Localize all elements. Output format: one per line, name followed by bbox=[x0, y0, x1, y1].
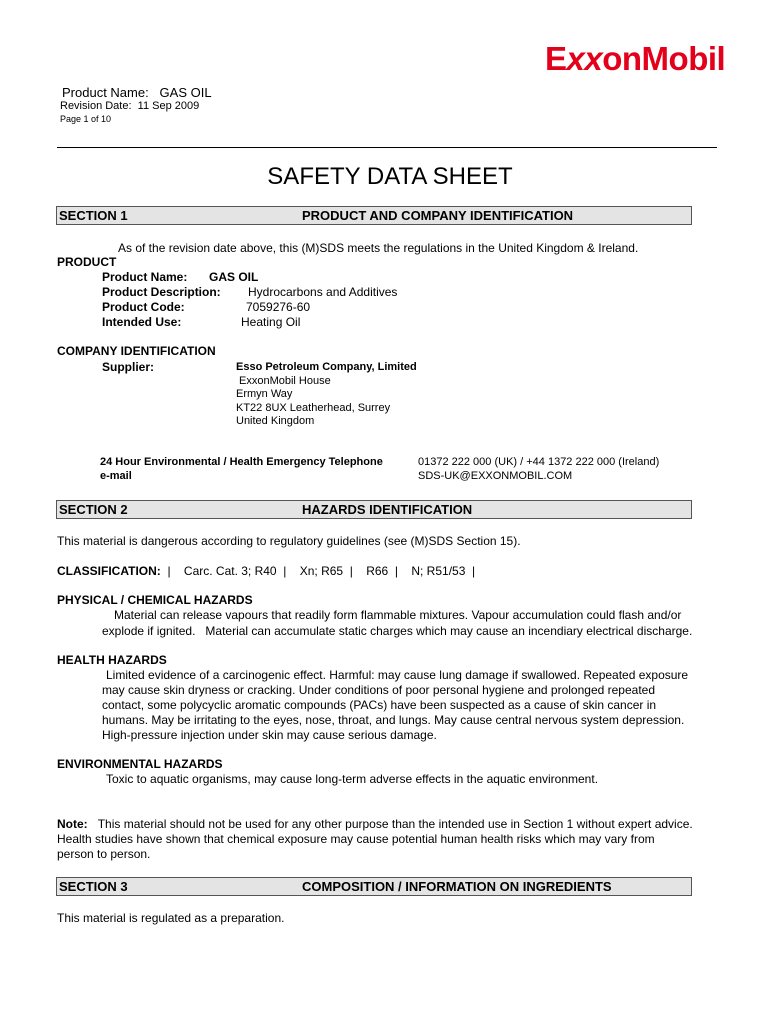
section-3-bar bbox=[56, 877, 692, 896]
address-line: Ermyn Way bbox=[236, 388, 293, 400]
section-1-intro: As of the revision date above, this (M)SDS meets the regulations in the United Kingdom & Ireland. bbox=[118, 241, 639, 255]
section-number: SECTION 3 bbox=[59, 879, 128, 894]
page-number: Page 1 of 10 bbox=[60, 114, 112, 124]
product-code-label: Product Code: bbox=[102, 300, 185, 314]
page-title: SAFETY DATA SHEET bbox=[267, 163, 513, 190]
address-line: KT22 8UX Leatherhead, Surrey bbox=[236, 402, 391, 414]
header-product-name: Product Name: GAS OIL bbox=[62, 85, 212, 100]
classification-line bbox=[57, 564, 475, 578]
intended-use-value: Heating Oil bbox=[241, 315, 301, 329]
physical-hazards-line: Material can release vapours that readily form flammable mixtures. Vapour accumulation could flash and/or bbox=[114, 608, 682, 622]
section-number: SECTION 2 bbox=[59, 502, 128, 517]
section-2-bar bbox=[56, 500, 692, 519]
header-revision-date: Revision Date: 11 Sep 2009 bbox=[60, 100, 200, 112]
section-heading: COMPOSITION / INFORMATION ON INGREDIENTS bbox=[302, 879, 612, 894]
product-description-label: Product Description: bbox=[102, 285, 221, 299]
note-text bbox=[57, 817, 693, 862]
health-hazards-line: contact, some polycyclic aromatic compounds (PACs) have been suspected as a cause of skin cancer in bbox=[102, 698, 657, 712]
health-hazards-text bbox=[102, 668, 688, 743]
product-heading: PRODUCT bbox=[57, 255, 117, 269]
section-2-intro: This material is dangerous according to regulatory guidelines (see (M)SDS Section 15). bbox=[57, 534, 521, 548]
note-line: This material should not be used for any other purpose than the intended use in Section 1 without expert advice. bbox=[97, 817, 693, 831]
section-number: SECTION 1 bbox=[59, 208, 128, 223]
note-line: Health studies have shown that chemical exposure may cause potential human health risks which may vary from bbox=[57, 832, 655, 846]
emergency-phone-value: 01372 222 000 (UK) / +44 1372 222 000 (Ireland) bbox=[418, 456, 660, 468]
physical-hazards-line: explode if ignited. Material can accumulate static charges which may cause an incendiary electrical discharge. bbox=[102, 624, 693, 638]
email-link[interactable]: SDS-UK@EXXONMOBIL.COM bbox=[418, 470, 573, 482]
health-hazards-line: Limited evidence of a carcinogenic effect. Harmful: may cause lung damage if swallowed. Repeated exposure bbox=[106, 668, 689, 682]
product-description-value: Hydrocarbons and Additives bbox=[248, 285, 398, 299]
health-hazards-line: High-pressure injection under skin may cause serious damage. bbox=[102, 728, 437, 742]
address-line: United Kingdom bbox=[236, 415, 315, 427]
environmental-hazards-line: Toxic to aquatic organisms, may cause long-term adverse effects in the aquatic environment. bbox=[106, 772, 599, 786]
section-heading: HAZARDS IDENTIFICATION bbox=[302, 502, 473, 517]
health-hazards-line: humans. May be irritating to the eyes, nose, throat, and lungs. May cause central nervous system depression. bbox=[102, 713, 685, 727]
classification-value: | Carc. Cat. 3; R40 | Xn; R65 | R66 | N; R51/53 | bbox=[160, 564, 476, 578]
note-label: Note: bbox=[57, 817, 88, 831]
product-name-label: Product Name: bbox=[102, 270, 188, 284]
section-heading: PRODUCT AND COMPANY IDENTIFICATION bbox=[302, 208, 574, 223]
supplier-name: Esso Petroleum Company, Limited bbox=[236, 361, 417, 373]
physical-hazards-heading: PHYSICAL / CHEMICAL HAZARDS bbox=[57, 593, 253, 607]
health-hazards-heading: HEALTH HAZARDS bbox=[57, 653, 167, 667]
emergency-phone-label: 24 Hour Environmental / Health Emergency Telephone bbox=[100, 456, 383, 468]
intended-use-label: Intended Use: bbox=[102, 315, 182, 329]
product-name-value: GAS OIL bbox=[209, 270, 259, 284]
section-3-intro: This material is regulated as a preparation. bbox=[57, 911, 285, 925]
address-line: ExxonMobil House bbox=[239, 375, 331, 387]
note-line: person to person. bbox=[57, 847, 151, 861]
product-code-value: 7059276-60 bbox=[246, 300, 311, 314]
exxonmobil-logo: ExxonMobil bbox=[545, 40, 726, 77]
environmental-hazards-heading: ENVIRONMENTAL HAZARDS bbox=[57, 757, 223, 771]
header-divider bbox=[57, 147, 717, 148]
section-1-bar bbox=[56, 206, 692, 225]
email-label: e-mail bbox=[100, 470, 132, 482]
supplier-label: Supplier: bbox=[102, 360, 155, 374]
company-heading: COMPANY IDENTIFICATION bbox=[57, 344, 216, 358]
health-hazards-line: may cause skin dryness or cracking. Under conditions of poor personal hygiene and prolonged repeated bbox=[102, 683, 655, 697]
classification-label: CLASSIFICATION: bbox=[57, 564, 161, 578]
